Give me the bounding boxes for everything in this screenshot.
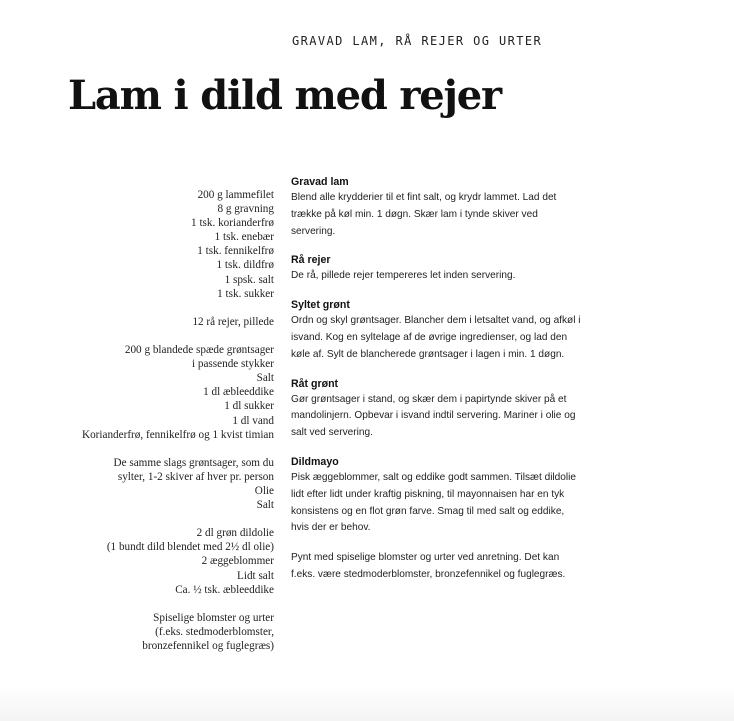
method-text: Gør grøntsager i stand, og skær dem i papirtynde skiver på et mandolinjern. Opbevar i isvand indtil servering. Mariner i olie og salt ved servering. xyxy=(291,393,576,439)
ingredient-line: 1 dl sukker xyxy=(224,400,274,413)
ingredient-line: Salt xyxy=(256,372,274,385)
ingredient-line: 1 tsk. sukker xyxy=(217,287,274,300)
ingredient-line: 1 dl æbleeddike xyxy=(203,386,274,399)
section-kicker: GRAVAD LAM, RÅ REJER OG URTER xyxy=(292,34,543,48)
method-section xyxy=(291,455,581,537)
ingredient-line: i passende stykker xyxy=(191,358,274,371)
ingredient-line: Spiselige blomster og urter xyxy=(153,611,274,624)
method-section xyxy=(291,175,581,240)
method-section xyxy=(291,253,581,285)
recipe-title: Lam i dild med rejer xyxy=(68,72,501,119)
ingredient-line: 1 tsk. enebær xyxy=(214,231,274,244)
ingredient-line: 1 tsk. korianderfrø xyxy=(191,217,274,230)
page-bottom-shade xyxy=(0,685,734,721)
ingredient-group xyxy=(40,611,274,653)
ingredient-line: 12 rå rejer, pillede xyxy=(192,315,274,328)
method-column xyxy=(291,175,581,584)
ingredient-line: 1 tsk. dildfrø xyxy=(216,259,274,272)
ingredient-line: Korianderfrø, fennikelfrø og 1 kvist timian xyxy=(81,428,274,441)
ingredients-column xyxy=(40,188,274,667)
ingredient-line: bronzefennikel og fuglegræs) xyxy=(142,640,274,652)
ingredient-group xyxy=(40,526,274,596)
method-section xyxy=(291,377,581,442)
ingredient-line: 2 dl grøn dildolie xyxy=(196,527,274,540)
ingredient-line: (f.eks. stedmoderblomster, xyxy=(155,625,274,638)
ingredient-group xyxy=(40,456,274,512)
ingredient-line: 1 tsk. fennikelfrø xyxy=(197,245,274,258)
method-heading: Gravad lam xyxy=(291,176,349,188)
method-text: Blend alle krydderier til et fint salt, og krydr lammet. Lad det trække på køl min. 1 døgn. Skær lam i tynde skiver ved servering. xyxy=(291,192,557,237)
method-text: De rå, pillede rejer tempereres let inden servering. xyxy=(291,270,516,282)
ingredient-line: 200 g blandede spæde grøntsager xyxy=(124,344,274,357)
ingredient-line: sylter, 1-2 skiver af hver pr. person xyxy=(117,470,274,483)
ingredient-line: 8 g gravning xyxy=(217,203,274,216)
closing-note: Pynt med spiselige blomster og urter ved anretning. Det kan f.eks. være stedmoderblomster, bronzefennikel og fuglegræs. xyxy=(291,552,566,580)
method-section xyxy=(291,298,581,363)
ingredient-group xyxy=(40,188,274,301)
ingredient-line: (1 bundt dild blendet med 2½ dl olie) xyxy=(106,541,274,554)
ingredient-line: De samme slags grøntsager, som du xyxy=(113,456,274,469)
method-heading: Rå rejer xyxy=(291,254,331,267)
ingredient-group xyxy=(40,343,274,442)
method-heading: Dildmayo xyxy=(291,455,339,468)
ingredient-line: 2 æggeblommer xyxy=(201,555,274,568)
ingredient-line: Lidt salt xyxy=(237,569,274,582)
ingredient-line: Ca. ½ tsk. æbleeddike xyxy=(175,583,274,596)
ingredient-line: Olie xyxy=(254,484,274,497)
method-heading: Syltet grønt xyxy=(291,299,350,312)
ingredient-line: 1 dl vand xyxy=(232,414,274,427)
method-text: Ordn og skyl grøntsager. Blancher dem i letsaltet vand, og afkøl i isvand. Kog en syltelage af de øvrige ingredienser, og lad den køle af. Sylt de blancherede grøntsager i lagen i min. 1 døgn. xyxy=(291,315,581,360)
ingredient-line: 1 spsk. salt xyxy=(224,273,274,286)
ingredient-group xyxy=(40,315,274,329)
ingredient-line: 200 g lammefilet xyxy=(197,189,274,201)
method-text: Pisk æggeblommer, salt og eddike godt sammen. Tilsæt dildolie lidt efter lidt under kraftig piskning, til mayonnaisen har en tyk konsistens og en flot grøn farve. Smag til med salt og eddike, hvis der er behov. xyxy=(291,471,577,534)
ingredient-line: Salt xyxy=(256,499,274,512)
method-heading: Råt grønt xyxy=(291,377,339,390)
